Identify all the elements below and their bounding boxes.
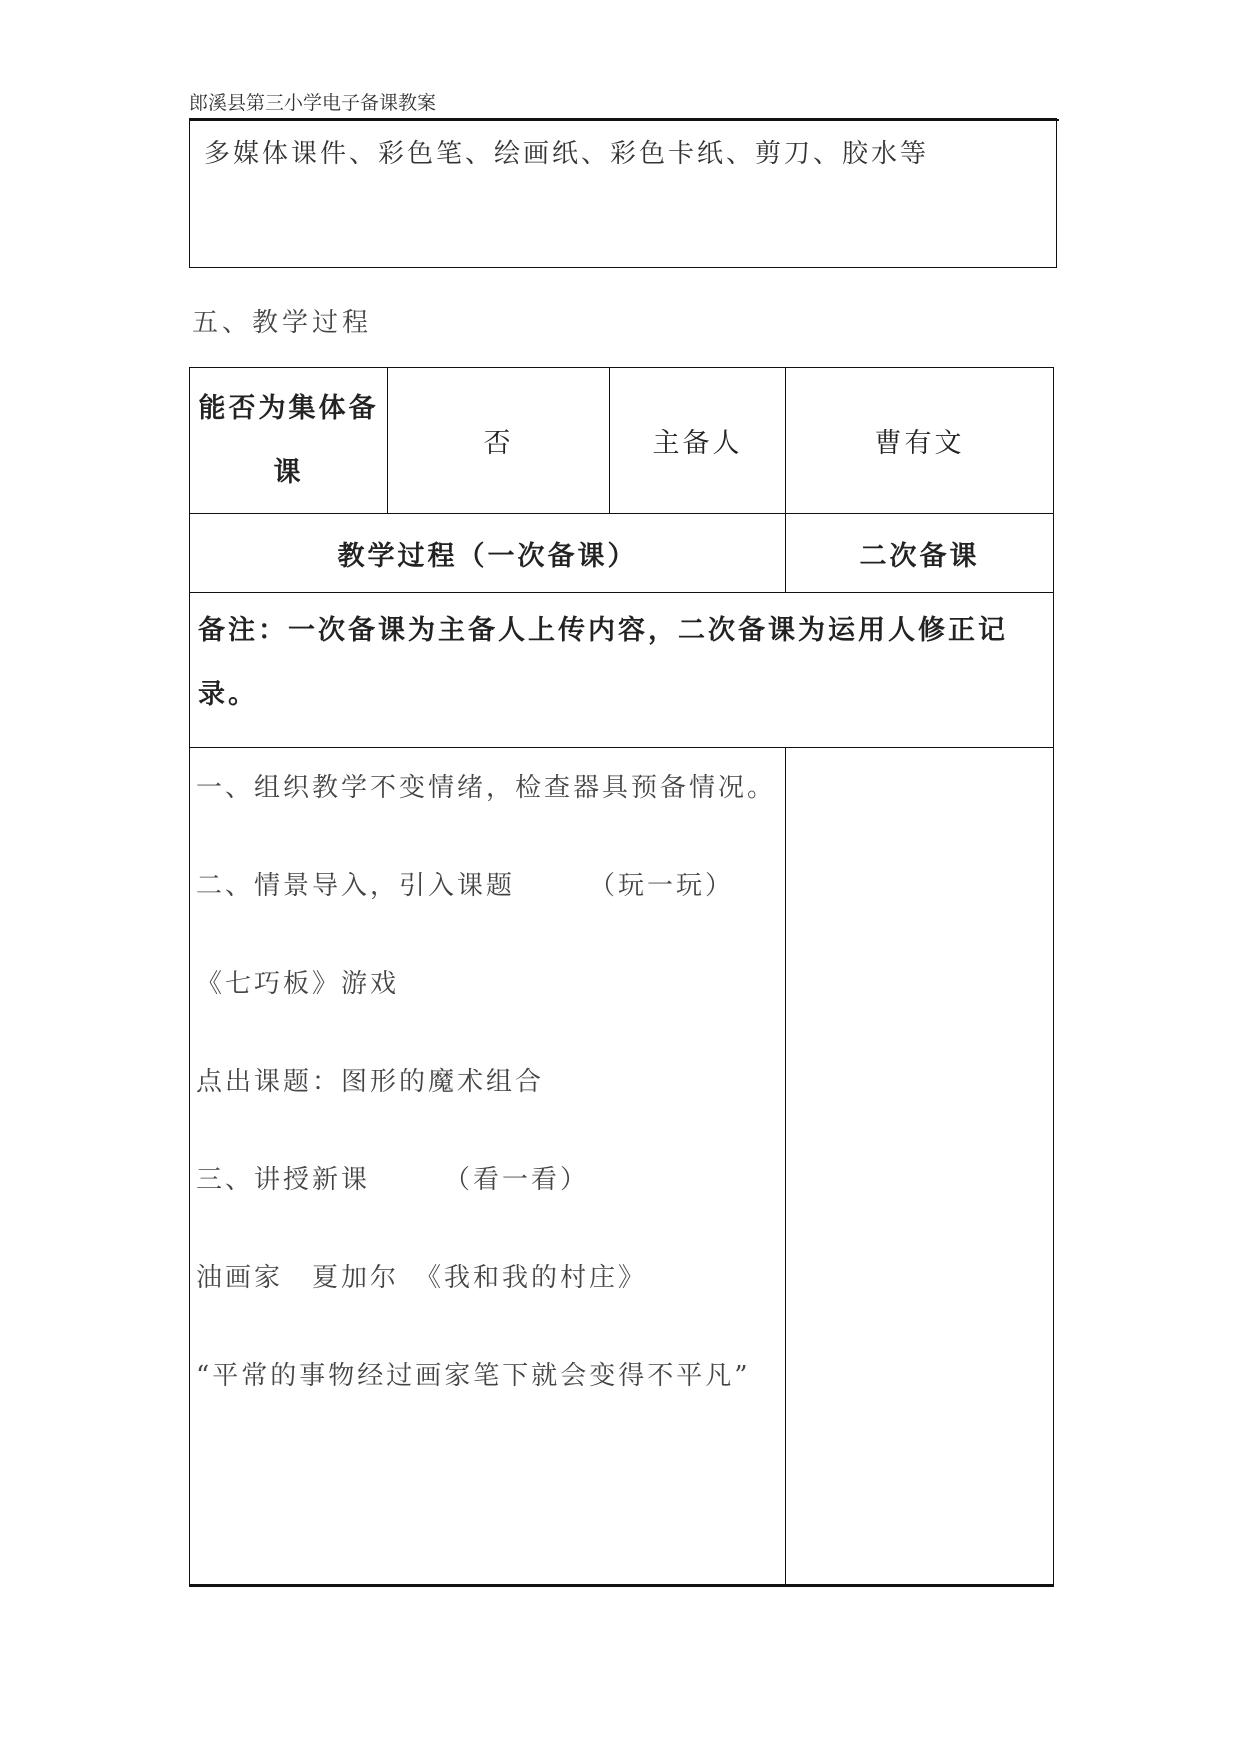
section-title: 五、教学过程 — [192, 308, 373, 338]
table-row-content — [190, 748, 1054, 1586]
collective-label-cell — [190, 368, 388, 514]
content-line: “平常的事物经过画家笔下就会变得不平凡” — [196, 1361, 751, 1391]
process-first-label: 教学过程（一次备课） — [337, 540, 638, 572]
lead-value-cell — [786, 368, 1054, 514]
content-line: 三、讲授新课 （看一看） — [196, 1165, 590, 1195]
process-second-label: 二次备课 — [859, 540, 980, 572]
teaching-process-table — [189, 367, 1054, 1587]
content-line: 油画家 夏加尔 《我和我的村庄》 — [196, 1263, 648, 1293]
note-text: 备注：一次备课为主备人上传内容，二次备课为运用人修正记录。 — [198, 615, 1008, 710]
note-cell — [190, 593, 1054, 748]
lead-value: 曹有文 — [874, 428, 965, 459]
collective-value-cell — [388, 368, 610, 514]
table-row-note — [190, 593, 1054, 748]
document-header: 郎溪县第三小学电子备课教案 — [189, 88, 1059, 121]
process-first-cell — [190, 514, 786, 593]
content-line: 《七巧板》游戏 — [196, 969, 400, 999]
collective-label: 能否为集体备课 — [198, 392, 379, 488]
materials-box — [189, 118, 1057, 268]
lead-label-cell — [610, 368, 786, 514]
second-prep-content-cell — [786, 748, 1054, 1586]
table-row-process-headers — [190, 514, 1054, 593]
table-row-header — [190, 368, 1054, 514]
lead-label: 主备人 — [652, 428, 743, 459]
materials-text: 多媒体课件、彩色笔、绘画纸、彩色卡纸、剪刀、胶水等 — [204, 139, 930, 169]
process-second-cell — [786, 514, 1054, 593]
content-line: 一、组织教学不变情绪，检查器具预备情况。 — [196, 773, 777, 803]
collective-value: 否 — [483, 428, 514, 459]
content-line: 二、情景导入，引入课题 （玩一玩） — [196, 871, 735, 901]
first-prep-content-cell — [190, 748, 786, 1586]
content-line: 点出课题：图形的魔术组合 — [196, 1067, 545, 1097]
